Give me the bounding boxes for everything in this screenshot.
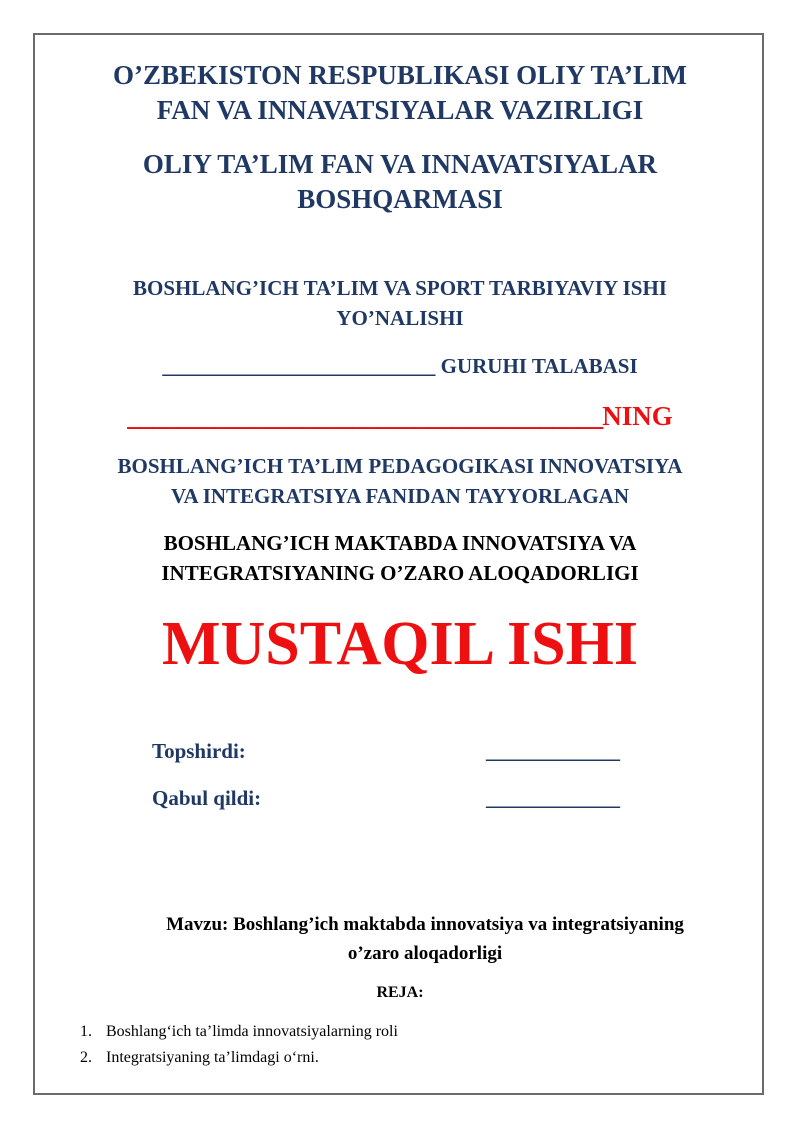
group-line <box>35 351 765 381</box>
student-suffix: NING <box>602 401 673 431</box>
subject-line-1: BOSHLANG’ICH TA’LIM PEDAGOGIKASI INNOVATSIYA <box>117 454 683 478</box>
list-item-text: Integratsiyaning ta’limdagi o‘rni. <box>106 1049 319 1066</box>
subject-line-2: VA INTEGRATSIYA FANIDAN TAYYORLAGAN <box>170 484 630 508</box>
ministry-line-2: FAN VA INNAVATSIYALAR VAZIRLIGI <box>156 95 644 125</box>
ministry-line-1: O’ZBEKISTON RESPUBLIKASI OLIY TA’LIM <box>113 60 687 90</box>
list-item <box>80 1019 398 1045</box>
plan-list <box>80 1019 398 1071</box>
plan-heading: REJA: <box>376 984 424 1001</box>
list-item-text: Boshlang‘ich ta’limda innovatsiyalarning roli <box>106 1023 398 1040</box>
accepted-signature-line: ______________ <box>486 786 619 810</box>
list-item-number: 2. <box>80 1049 92 1066</box>
direction-heading <box>35 273 765 333</box>
document-title: MUSTAQIL ISHI <box>161 610 639 678</box>
theme-line-1: BOSHLANG’ICH MAKTABDA INNOVATSIYA VA <box>163 531 637 555</box>
direction-line-1: BOSHLANG’ICH TA’LIM VA SPORT TARBIYAVIY ISHI <box>133 276 667 300</box>
submitted-label: Topshirdi: <box>152 739 246 763</box>
theme-line-2: INTEGRATSIYANING O’ZARO ALOQADORLIGI <box>161 561 639 585</box>
board-line-2: BOSHQARMASI <box>297 184 503 214</box>
board-heading <box>35 147 765 217</box>
topic-line-2: o’zaro aloqadorligi <box>347 943 503 964</box>
list-item-number: 1. <box>80 1023 92 1040</box>
ministry-heading <box>35 58 765 128</box>
board-line-1: OLIY TA’LIM FAN VA INNAVATSIYALAR <box>142 149 658 179</box>
group-blank: __________________________ <box>162 354 436 378</box>
direction-line-2: YO’NALISHI <box>336 306 464 330</box>
theme-heading <box>35 528 765 588</box>
student-blank: ______________________________________ <box>127 401 603 431</box>
group-label: GURUHI TALABASI <box>435 354 638 378</box>
subject-heading <box>35 451 765 511</box>
student-line <box>35 399 765 433</box>
submitted-signature-line: ______________ <box>486 739 619 763</box>
topic-block <box>95 910 755 968</box>
list-item <box>80 1045 398 1071</box>
topic-line-1: Mavzu: Boshlang’ich maktabda innovatsiya va integratsiyaning <box>166 914 684 935</box>
accepted-label: Qabul qildi: <box>152 786 262 810</box>
